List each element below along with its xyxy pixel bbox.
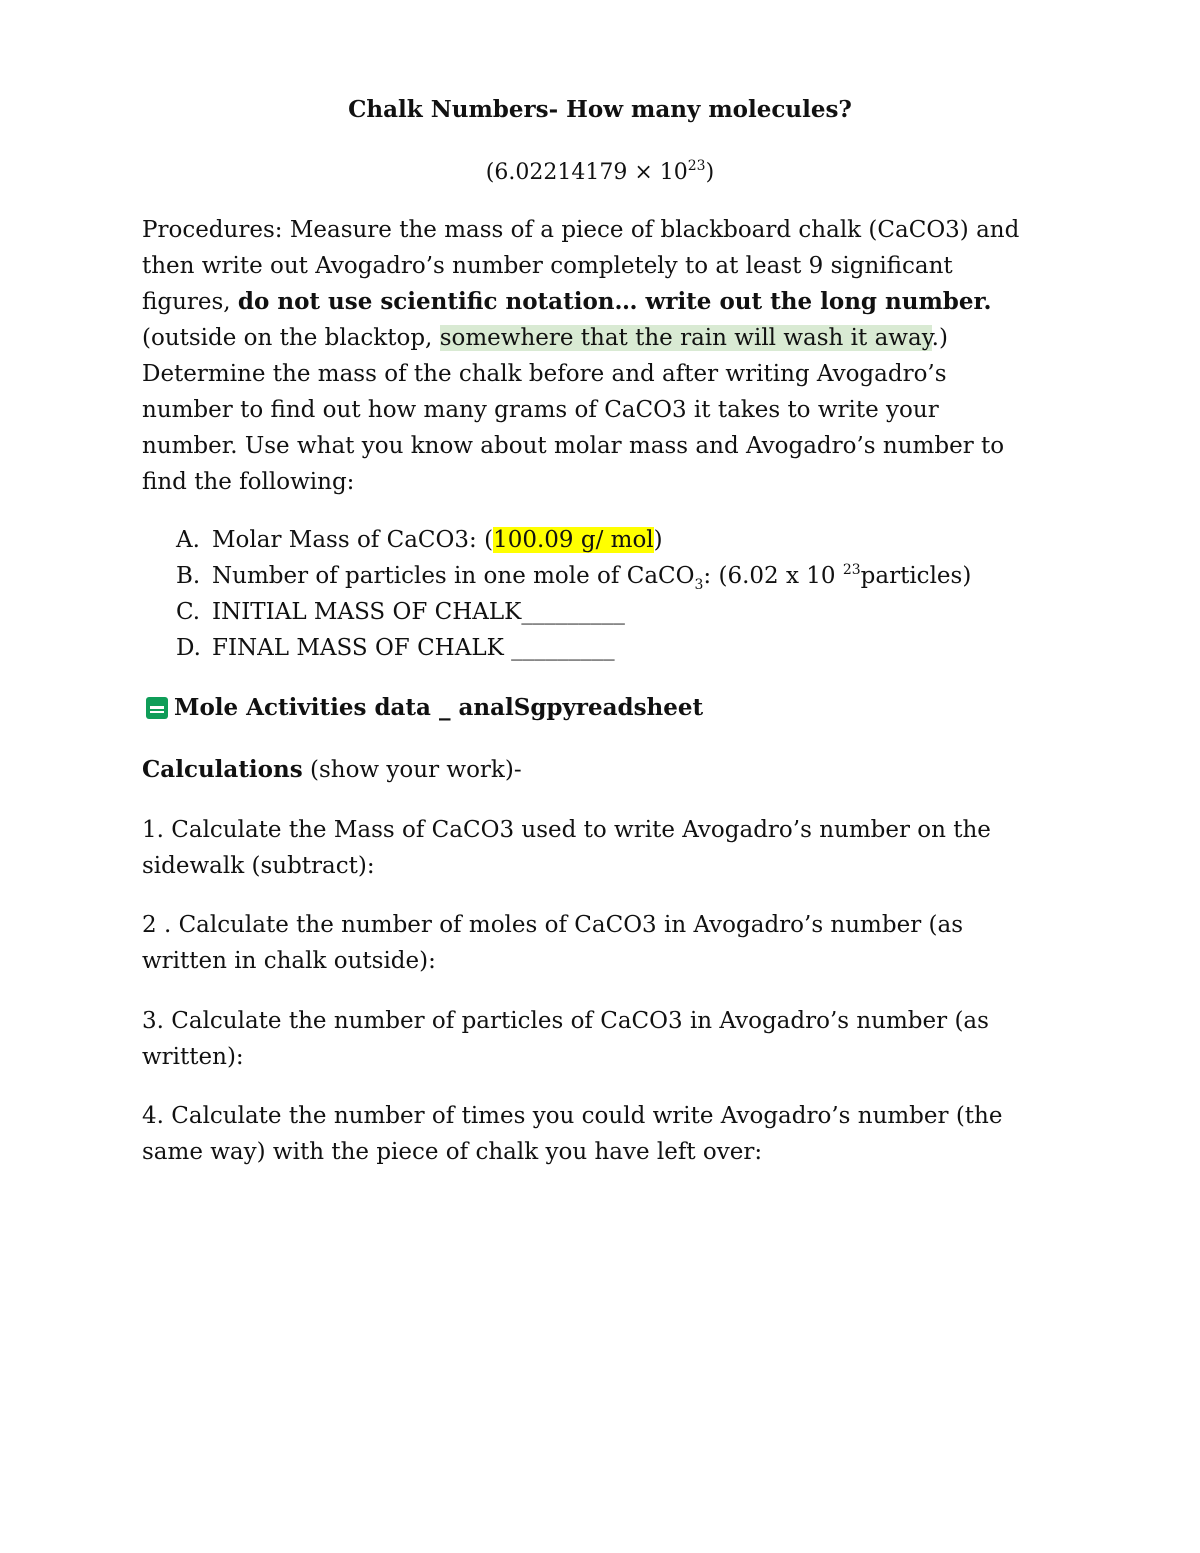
procedures-line: Determine the mass of the chalk before and after writing Avogadro’s [142, 361, 947, 387]
spreadsheet-chip-content[interactable] [146, 690, 703, 726]
list-text: INITIAL MASS OF CHALK_________ [212, 599, 625, 625]
question-2 [142, 907, 1072, 979]
highlighted-text: somewhere that the rain will wash it away [439, 325, 932, 351]
procedures-text: figures, [142, 289, 238, 315]
question-line: 4. Calculate the number of times you could write Avogadro’s number (the [142, 1103, 1003, 1129]
question-line: written): [142, 1044, 244, 1070]
calculations-heading-bold: Calculations [142, 756, 303, 783]
list-item-d [176, 630, 615, 666]
procedures-line: number. Use what you know about molar mass and Avogadro’s number to [142, 433, 1005, 459]
procedures-text: (outside on the blacktop, [142, 325, 440, 351]
question-line: 1. Calculate the Mass of CaCO3 used to write Avogadro’s number on the [142, 817, 991, 843]
procedures-text: .) [931, 325, 948, 351]
list-text: ) [653, 527, 663, 553]
spreadsheet-link-chip[interactable] [146, 690, 703, 730]
procedures-paragraph [142, 212, 1072, 500]
list-letter: B. [176, 563, 201, 589]
superscript: 23 [842, 562, 861, 578]
procedures-line: number to find out how many grams of CaCO3 it takes to write your [142, 397, 939, 423]
list-text: FINAL MASS OF CHALK _________ [212, 635, 615, 661]
avogadro-exponent: 23 [687, 158, 706, 174]
procedures-line: find the following: [142, 469, 355, 495]
highlighted-molar-mass: 100.09 g/ mol [493, 527, 654, 553]
list-item-a [176, 522, 663, 558]
question-line: written in chalk outside): [142, 948, 436, 974]
avogadro-prefix: (6.02214179 × 10 [485, 160, 688, 185]
spreadsheet-icon [146, 697, 168, 719]
list-item-b [176, 558, 971, 594]
procedures-line [142, 320, 1072, 356]
question-line: sidewalk (subtract): [142, 853, 375, 879]
avogadro-number [0, 155, 1200, 191]
list-item-c [176, 594, 625, 630]
spreadsheet-chip-label[interactable]: Mole Activities data _ analSgpyreadsheet [174, 694, 704, 721]
page-title: Chalk Numbers- How many molecules? [348, 96, 852, 123]
question-1 [142, 812, 1072, 884]
question-line: 2 . Calculate the number of moles of CaCO3 in Avogadro’s number (as [142, 912, 963, 938]
question-3 [142, 1003, 1072, 1075]
procedures-line [142, 284, 1072, 320]
avogadro-suffix: ) [705, 160, 715, 185]
calculations-heading [142, 752, 522, 788]
question-line: 3. Calculate the number of particles of CaCO3 in Avogadro’s number (as [142, 1008, 989, 1034]
list-text: : (6.02 x 10 [703, 563, 843, 589]
procedures-line: Procedures: Measure the mass of a piece of blackboard chalk (CaCO3) and [142, 217, 1020, 243]
calculations-heading-rest: (show your work)- [302, 757, 522, 783]
subscript: 3 [694, 577, 704, 593]
list-letter: A. [176, 527, 200, 553]
procedures-bold-warning: do not use scientific notation… write out the long number. [237, 288, 992, 315]
question-line: same way) with the piece of chalk you have left over: [142, 1139, 763, 1165]
list-text: particles) [860, 563, 972, 589]
procedures-line: then write out Avogadro’s number completely to at least 9 significant [142, 253, 953, 279]
list-letter: D. [176, 635, 201, 661]
list-text: Number of particles in one mole of CaCO [212, 563, 695, 589]
question-4 [142, 1098, 1072, 1170]
list-text: Molar Mass of CaCO3: ( [212, 527, 494, 553]
list-letter: C. [176, 599, 201, 625]
